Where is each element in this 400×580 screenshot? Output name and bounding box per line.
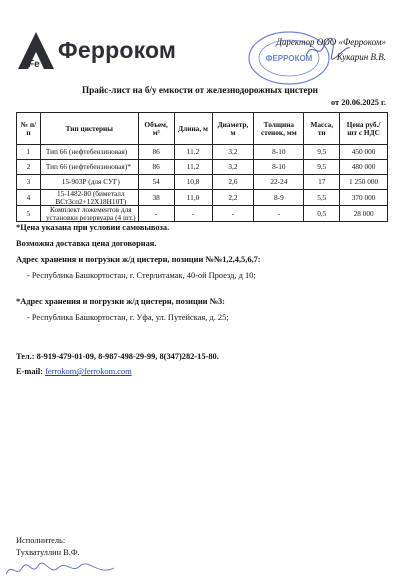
cell-wall-thickness: 8-9 [254, 190, 304, 206]
executor-name: Тухватуллин В.Ф. [16, 548, 80, 557]
price-note: *Цена указана при условии самовывоза. [16, 223, 170, 232]
address2-title: *Адрес хранения и погрузки ж/д цистерн, позиции №3: [16, 297, 225, 306]
cell-number: 3 [17, 175, 41, 190]
table-row [17, 206, 388, 222]
cell-wall-thickness: 8-10 [254, 145, 304, 160]
table-row [17, 175, 388, 190]
cell-mass: 17 [304, 175, 340, 190]
director-signature [302, 34, 352, 64]
cell-mass: 0,5 [304, 206, 340, 222]
email-link[interactable]: ferrokom@ferrokom.com [45, 367, 132, 376]
cell-number: 5 [17, 206, 41, 222]
email-label: E-mail: [16, 367, 43, 376]
cell-volume: 86 [138, 145, 174, 160]
cell-length: - [174, 206, 212, 222]
cell-type: Комплект ложементов для установки резервуара (4 шт.) [40, 206, 138, 222]
table-header-row [17, 113, 388, 145]
cell-mass: 5,5 [304, 190, 340, 206]
delivery-note: Возможна доставка цена договорная. [16, 239, 157, 248]
email-line [16, 367, 391, 376]
cell-price: 28 000 [340, 206, 388, 222]
cell-diameter: 3,2 [212, 160, 254, 175]
header-volume: Объем, м³ [138, 113, 174, 145]
address2: - Республика Башкортостан, г. Уфа, ул. Путейская, д. 25; [27, 313, 229, 322]
cell-price: 480 000 [340, 160, 388, 175]
table-row [17, 160, 388, 175]
header-diameter: Диаметр, м [212, 113, 254, 145]
cell-length: 11,0 [174, 190, 212, 206]
document-title: Прайс-лист на б/у емкости от железнодорожных цистерн [82, 85, 318, 95]
cell-wall-thickness: 22-24 [254, 175, 304, 190]
header-type: Тип цистерны [40, 113, 138, 145]
price-table [16, 112, 388, 222]
cell-length: 11,2 [174, 145, 212, 160]
cell-price: 450 000 [340, 145, 388, 160]
cell-volume: 38 [138, 190, 174, 206]
document-date: от 20.06.2025 г. [330, 98, 386, 107]
cell-volume: - [138, 206, 174, 222]
cell-volume: 54 [138, 175, 174, 190]
cell-length: 11,2 [174, 160, 212, 175]
cell-type: Тип 66 (нефтебензиновая) [40, 145, 138, 160]
executor-signature [2, 560, 122, 580]
cell-number: 1 [17, 145, 41, 160]
header-length: Длина, м [174, 113, 212, 145]
cell-price: 370 000 [340, 190, 388, 206]
cell-type: 15-903Р (для СУГ) [40, 175, 138, 190]
table-row [17, 145, 388, 160]
cell-mass: 9,5 [304, 145, 340, 160]
cell-type: 15-1482-80 (биметалл ВСт3сп2+12Х18Н10Т) [40, 190, 138, 206]
executor-block [16, 535, 80, 559]
cell-length: 10,8 [174, 175, 212, 190]
cell-wall-thickness: - [254, 206, 304, 222]
cell-number: 4 [17, 190, 41, 206]
table-row [17, 190, 388, 206]
director-title: Директор ООО «Ферроком» [276, 37, 386, 47]
header-number: № п/п [17, 113, 41, 145]
stamp-text: ФЕРРОКОМ [265, 54, 313, 63]
logo-mark: Fe [28, 59, 40, 70]
header-price: Цена руб./шт с НДС [340, 113, 388, 145]
header-wall-thickness: Толщина стенок, мм [254, 113, 304, 145]
company-name: Ферроком [58, 37, 177, 63]
director-name: Кукарин В.В. [336, 52, 386, 62]
phones: Тел.: 8-919-479-01-09, 8-987-498-29-99, 8(347)282-15-80. [16, 352, 219, 361]
cell-diameter: - [212, 206, 254, 222]
cell-wall-thickness: 8-10 [254, 160, 304, 175]
cell-mass: 9,5 [304, 160, 340, 175]
cell-diameter: 3,2 [212, 145, 254, 160]
cell-diameter: 2,2 [212, 190, 254, 206]
executor-label: Исполнитель: [16, 536, 66, 545]
cell-volume: 86 [138, 160, 174, 175]
address1: - Республика Башкортостан, г. Стерлитамак, 40-ой Проезд, д 10; [27, 271, 256, 280]
address1-title: Адрес хранения и погрузки ж/д цистерн, позиции №№1,2,4,5,6,7: [16, 255, 261, 264]
cell-type: Тип 66 (нефтебензиновая)* [40, 160, 138, 175]
header-mass: Масса, тн [304, 113, 340, 145]
cell-number: 2 [17, 160, 41, 175]
cell-price: 1 250 000 [340, 175, 388, 190]
cell-diameter: 2,6 [212, 175, 254, 190]
